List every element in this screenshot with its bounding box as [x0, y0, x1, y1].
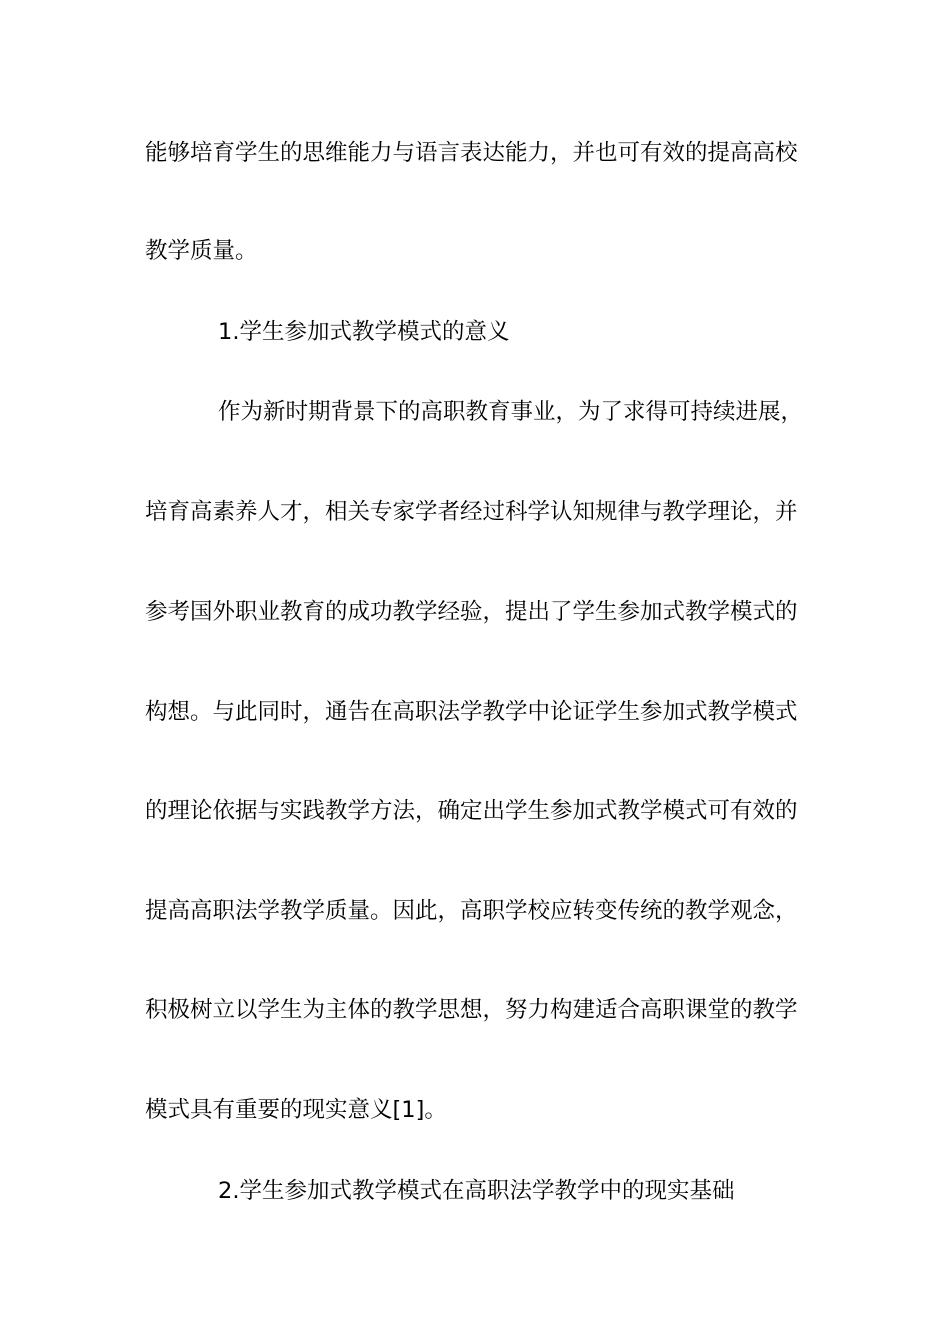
paragraph-line: 模式具有重要的现实意义[1]。	[145, 1097, 447, 1123]
paragraph-line: 提高高职法学教学质量。因此，高职学校应转变传统的教学观念，	[145, 898, 798, 924]
paragraph-line: 参考国外职业教育的成功教学经验，提出了学生参加式教学模式的	[145, 599, 798, 625]
paragraph-line: 能够培育学生的思维能力与语言表达能力，并也可有效的提高高校	[145, 140, 798, 166]
section-heading: 1.学生参加式教学模式的意义	[218, 319, 510, 345]
paragraph-line: 教学质量。	[145, 238, 258, 264]
paragraph-line: 作为新时期背景下的高职教育事业，为了求得可持续进展，	[218, 399, 804, 425]
section-heading: 2.学生参加式教学模式在高职法学教学中的现实基础	[218, 1178, 735, 1204]
paragraph-line: 培育高素养人才，相关专家学者经过科学认知规律与教学理论，并	[145, 499, 798, 525]
paragraph-line: 构想。与此同时，通告在高职法学教学中论证学生参加式教学模式	[145, 699, 798, 725]
paragraph-line: 积极树立以学生为主体的教学思想，努力构建适合高职课堂的教学	[145, 997, 798, 1023]
paragraph-line: 的理论依据与实践教学方法，确定出学生参加式教学模式可有效的	[145, 798, 798, 824]
